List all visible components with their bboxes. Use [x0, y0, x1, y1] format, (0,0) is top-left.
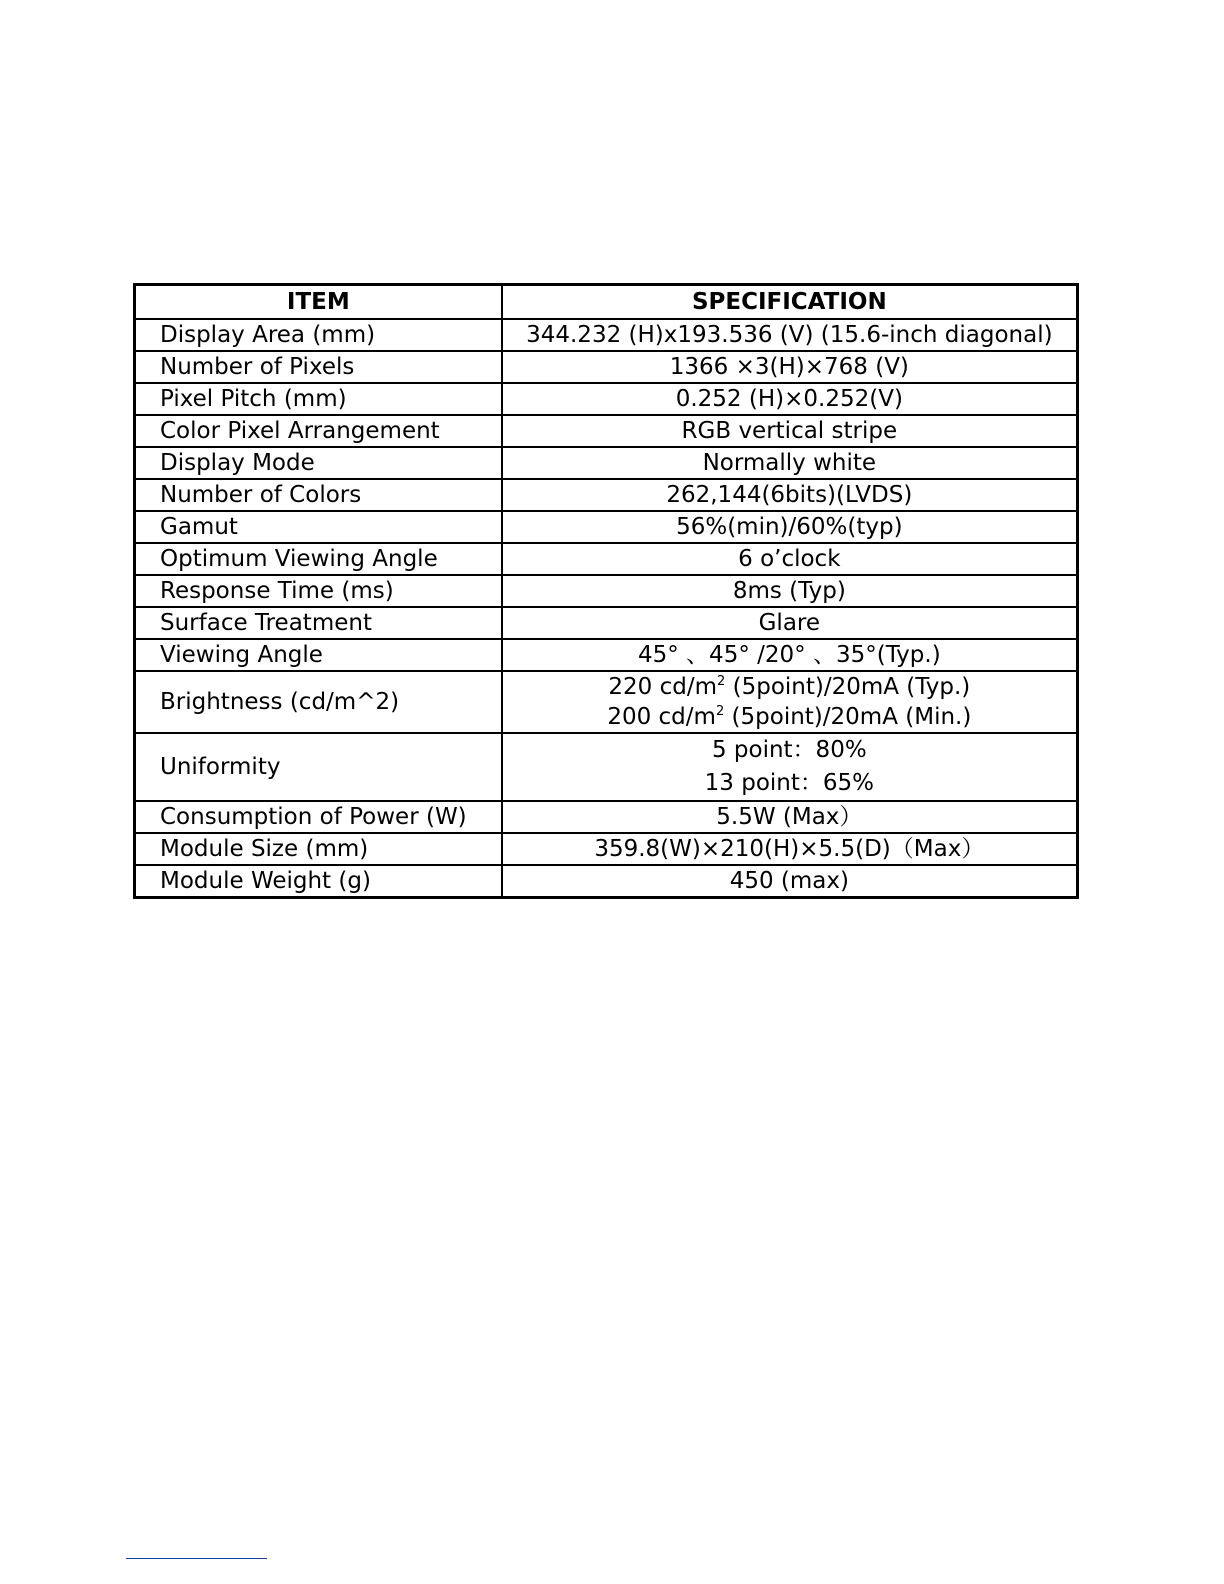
item-cell: Module Size (mm)	[135, 833, 502, 865]
item-cell: Pixel Pitch (mm)	[135, 383, 502, 415]
spec-cell	[502, 671, 1078, 733]
table-row	[135, 351, 1078, 383]
spec-cell: 6 o’clock	[502, 543, 1078, 575]
table-row	[135, 865, 1078, 898]
item-cell: Response Time (ms)	[135, 575, 502, 607]
spec-line: 200 $cd/m^2$ (5point)/20mA (Min.)	[607, 704, 972, 730]
table-row	[135, 447, 1078, 479]
superscript: 2	[715, 704, 725, 719]
item-cell: Consumption of Power (W)	[135, 801, 502, 833]
table-row	[135, 733, 1078, 801]
spec-line: 220 $cd/m^2$ (5point)/20mA (Typ.)	[608, 674, 971, 700]
table-row	[135, 833, 1078, 865]
spec-cell: 344.232 (H)x193.536 (V) (15.6-inch diagonal)	[502, 319, 1078, 351]
specification-table	[133, 283, 1079, 899]
spec-cell: 45° 、45° /20° 、35°(Typ.)	[502, 639, 1078, 671]
table-row	[135, 479, 1078, 511]
item-cell: Brightness (cd/m^2)	[135, 671, 502, 733]
spec-cell: Glare	[502, 607, 1078, 639]
spec-cell: 359.8(W)×210(H)×5.5(D)（Max）	[502, 833, 1078, 865]
item-cell: Display Mode	[135, 447, 502, 479]
item-cell: Gamut	[135, 511, 502, 543]
spec-line: 5 point：80%	[711, 737, 867, 763]
table-header-row	[135, 285, 1078, 320]
spec-cell: 262,144(6bits)(LVDS)	[502, 479, 1078, 511]
header-item: ITEM	[135, 285, 502, 320]
table-row	[135, 383, 1078, 415]
spec-cell: 56%(min)/60%(typ)	[502, 511, 1078, 543]
item-cell: Number of Pixels	[135, 351, 502, 383]
spec-cell	[502, 733, 1078, 801]
spec-line: 13 point：65%	[704, 770, 874, 796]
spec-cell: 1366 ×3(H)×768 (V)	[502, 351, 1078, 383]
superscript: 2	[717, 674, 726, 689]
table-row	[135, 575, 1078, 607]
spec-cell: Normally white	[502, 447, 1078, 479]
table-row	[135, 319, 1078, 351]
spec-cell: 450 (max)	[502, 865, 1078, 898]
item-cell: Number of Colors	[135, 479, 502, 511]
spec-cell: 5.5W (Max）	[502, 801, 1078, 833]
table-row	[135, 511, 1078, 543]
item-cell: Display Area (mm)	[135, 319, 502, 351]
table-row	[135, 607, 1078, 639]
table-row	[135, 801, 1078, 833]
spec-cell: 0.252 (H)×0.252(V)	[502, 383, 1078, 415]
item-cell: Module Weight (g)	[135, 865, 502, 898]
item-cell: Uniformity	[135, 733, 502, 801]
item-cell: Viewing Angle	[135, 639, 502, 671]
item-cell: Color Pixel Arrangement	[135, 415, 502, 447]
spec-cell: RGB vertical stripe	[502, 415, 1078, 447]
table-row	[135, 415, 1078, 447]
table-row	[135, 543, 1078, 575]
table-row	[135, 671, 1078, 733]
item-cell: Surface Treatment	[135, 607, 502, 639]
footnote-separator	[126, 1558, 267, 1559]
item-cell: Optimum Viewing Angle	[135, 543, 502, 575]
header-specification: SPECIFICATION	[502, 285, 1078, 320]
spec-cell: 8ms (Typ)	[502, 575, 1078, 607]
table-row	[135, 639, 1078, 671]
